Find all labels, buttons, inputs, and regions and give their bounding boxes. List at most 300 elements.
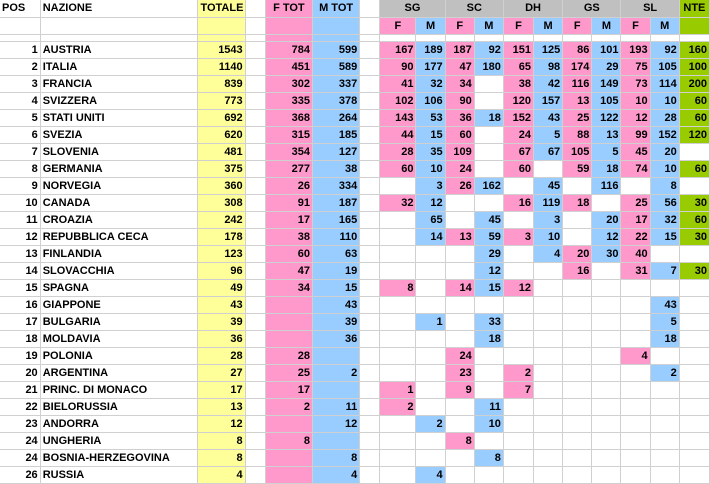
table-row	[0, 279, 710, 296]
discipline-m-cell	[592, 194, 621, 211]
total-cell: 8	[198, 432, 245, 449]
m-total-cell: 12	[312, 415, 359, 432]
pos-cell: 17	[0, 313, 40, 330]
discipline-m-cell: 180	[474, 58, 503, 75]
discipline-m-cell: 20	[592, 211, 621, 228]
spacer-cell	[245, 296, 265, 313]
f-total-cell: 335	[265, 92, 312, 109]
total-cell: 1140	[198, 58, 245, 75]
spacer-cell	[360, 381, 380, 398]
discipline-f-cell: 25	[563, 109, 592, 126]
header-group-dh: DH	[503, 0, 562, 17]
table-row	[0, 381, 710, 398]
nation-cell: NORVEGIA	[40, 177, 198, 194]
discipline-m-cell: 45	[534, 177, 563, 194]
spacer-cell	[245, 211, 265, 228]
discipline-f-cell	[445, 194, 474, 211]
discipline-m-cell	[534, 381, 563, 398]
m-total-cell: 11	[312, 398, 359, 415]
discipline-m-cell: 43	[534, 109, 563, 126]
table-row	[0, 449, 710, 466]
discipline-f-cell: 44	[380, 126, 416, 143]
discipline-m-cell: 59	[474, 228, 503, 245]
discipline-m-cell: 8	[474, 449, 503, 466]
table-row	[0, 109, 710, 126]
m-total-cell: 43	[312, 296, 359, 313]
subheader-f: F	[445, 17, 474, 34]
discipline-m-cell	[650, 381, 679, 398]
spacer-cell	[245, 364, 265, 381]
discipline-m-cell: 1	[416, 313, 445, 330]
spacer-cell	[245, 75, 265, 92]
discipline-m-cell: 15	[474, 279, 503, 296]
discipline-f-cell	[380, 211, 416, 228]
total-cell: 13	[198, 398, 245, 415]
nte-cell	[679, 313, 709, 330]
spacer-cell	[245, 92, 265, 109]
spacer-cell	[360, 41, 380, 58]
discipline-f-cell	[445, 262, 474, 279]
discipline-f-cell: 102	[380, 92, 416, 109]
discipline-f-cell: 74	[621, 160, 650, 177]
f-total-cell: 34	[265, 279, 312, 296]
discipline-f-cell	[621, 381, 650, 398]
discipline-f-cell	[503, 432, 533, 449]
discipline-m-cell: 3	[534, 211, 563, 228]
total-cell: 43	[198, 296, 245, 313]
discipline-m-cell: 5	[534, 126, 563, 143]
table-row	[0, 364, 710, 381]
discipline-f-cell: 73	[621, 75, 650, 92]
discipline-f-cell	[503, 211, 533, 228]
spacer-cell	[360, 262, 380, 279]
spacer-cell	[360, 398, 380, 415]
spacer-cell	[245, 432, 265, 449]
total-cell: 481	[198, 143, 245, 160]
nte-cell: 200	[679, 75, 709, 92]
discipline-m-cell: 29	[474, 245, 503, 262]
m-total-cell: 15	[312, 279, 359, 296]
discipline-m-cell: 2	[650, 364, 679, 381]
total-cell: 123	[198, 245, 245, 262]
f-total-cell: 302	[265, 75, 312, 92]
discipline-f-cell: 75	[621, 58, 650, 75]
pos-cell: 18	[0, 330, 40, 347]
nation-cell: POLONIA	[40, 347, 198, 364]
discipline-m-cell	[416, 381, 445, 398]
spacer-cell	[245, 313, 265, 330]
discipline-m-cell	[474, 194, 503, 211]
discipline-m-cell: 35	[416, 143, 445, 160]
m-total-cell: 8	[312, 449, 359, 466]
spacer-cell	[245, 194, 265, 211]
discipline-m-cell	[416, 245, 445, 262]
discipline-m-cell: 10	[534, 228, 563, 245]
m-total-cell	[312, 347, 359, 364]
discipline-m-cell	[416, 296, 445, 313]
discipline-f-cell: 16	[563, 262, 592, 279]
discipline-f-cell: 12	[621, 109, 650, 126]
discipline-m-cell	[650, 279, 679, 296]
discipline-m-cell	[416, 449, 445, 466]
discipline-f-cell: 10	[621, 92, 650, 109]
nte-cell	[679, 296, 709, 313]
discipline-f-cell: 47	[445, 58, 474, 75]
discipline-m-cell: 105	[650, 58, 679, 75]
discipline-m-cell	[534, 296, 563, 313]
subheader-f: F	[503, 17, 533, 34]
discipline-f-cell: 41	[380, 75, 416, 92]
discipline-f-cell	[380, 330, 416, 347]
nte-cell: 60	[679, 211, 709, 228]
total-cell: 27	[198, 364, 245, 381]
total-cell: 375	[198, 160, 245, 177]
discipline-m-cell: 106	[416, 92, 445, 109]
m-total-cell: 2	[312, 364, 359, 381]
discipline-m-cell	[592, 279, 621, 296]
discipline-f-cell	[445, 245, 474, 262]
discipline-f-cell	[380, 296, 416, 313]
nation-cell: REPUBBLICA CECA	[40, 228, 198, 245]
discipline-f-cell: 7	[503, 381, 533, 398]
f-total-cell: 26	[265, 177, 312, 194]
total-cell: 1543	[198, 41, 245, 58]
subheader-f: F	[380, 17, 416, 34]
discipline-f-cell	[380, 177, 416, 194]
f-total-cell: 25	[265, 364, 312, 381]
discipline-m-cell	[592, 381, 621, 398]
nte-cell	[679, 279, 709, 296]
spacer-cell	[245, 160, 265, 177]
f-total-cell: 277	[265, 160, 312, 177]
discipline-f-cell	[445, 398, 474, 415]
discipline-m-cell	[534, 262, 563, 279]
table-row	[0, 296, 710, 313]
nte-cell: 30	[679, 228, 709, 245]
spacer-cell	[245, 398, 265, 415]
spacer-cell	[245, 262, 265, 279]
discipline-f-cell	[380, 313, 416, 330]
header-m-tot: M TOT	[312, 0, 359, 17]
discipline-f-cell	[445, 449, 474, 466]
nation-cell: FINLANDIA	[40, 245, 198, 262]
table-row	[0, 211, 710, 228]
discipline-f-cell: 17	[621, 211, 650, 228]
table-row	[0, 160, 710, 177]
discipline-f-cell	[563, 347, 592, 364]
spacer-cell	[245, 41, 265, 58]
table-row	[0, 92, 710, 109]
discipline-m-cell: 14	[416, 228, 445, 245]
nation-cell: BOSNIA-HERZEGOVINA	[40, 449, 198, 466]
discipline-f-cell	[563, 330, 592, 347]
discipline-f-cell	[380, 364, 416, 381]
discipline-f-cell	[380, 228, 416, 245]
spacer-cell	[245, 330, 265, 347]
pos-cell: 22	[0, 398, 40, 415]
discipline-f-cell	[380, 245, 416, 262]
spacer-cell	[360, 58, 380, 75]
discipline-m-cell: 157	[534, 92, 563, 109]
m-total-cell	[312, 432, 359, 449]
spacer-cell	[245, 279, 265, 296]
f-total-cell: 368	[265, 109, 312, 126]
discipline-m-cell	[534, 330, 563, 347]
nte-cell	[679, 432, 709, 449]
discipline-m-cell: 5	[592, 143, 621, 160]
discipline-f-cell	[563, 415, 592, 432]
discipline-f-cell: 26	[445, 177, 474, 194]
discipline-f-cell: 14	[445, 279, 474, 296]
discipline-f-cell: 32	[380, 194, 416, 211]
discipline-f-cell	[503, 245, 533, 262]
total-cell: 360	[198, 177, 245, 194]
nation-cell: CANADA	[40, 194, 198, 211]
discipline-f-cell: 24	[503, 126, 533, 143]
discipline-f-cell	[563, 432, 592, 449]
pos-cell: 24	[0, 449, 40, 466]
discipline-f-cell: 8	[445, 432, 474, 449]
m-total-cell: 127	[312, 143, 359, 160]
spacer-cell	[360, 347, 380, 364]
discipline-m-cell	[592, 449, 621, 466]
discipline-f-cell: 60	[445, 126, 474, 143]
discipline-m-cell: 33	[474, 313, 503, 330]
spacer-cell	[360, 160, 380, 177]
discipline-m-cell: 56	[650, 194, 679, 211]
discipline-m-cell: 162	[474, 177, 503, 194]
discipline-m-cell	[592, 313, 621, 330]
discipline-f-cell	[563, 364, 592, 381]
discipline-f-cell: 86	[563, 41, 592, 58]
pos-cell: 3	[0, 75, 40, 92]
nte-cell: 60	[679, 160, 709, 177]
spacer-cell	[360, 245, 380, 262]
discipline-f-cell	[380, 262, 416, 279]
discipline-m-cell: 152	[650, 126, 679, 143]
nation-cell: RUSSIA	[40, 466, 198, 483]
spacer-cell	[360, 194, 380, 211]
f-total-cell	[265, 449, 312, 466]
discipline-m-cell: 5	[650, 313, 679, 330]
discipline-m-cell	[534, 415, 563, 432]
discipline-f-cell: 3	[503, 228, 533, 245]
nation-cell: BIELORUSSIA	[40, 398, 198, 415]
discipline-f-cell	[380, 449, 416, 466]
discipline-m-cell: 10	[650, 92, 679, 109]
discipline-f-cell: 187	[445, 41, 474, 58]
m-total-cell: 38	[312, 160, 359, 177]
pos-cell: 9	[0, 177, 40, 194]
header-group-nte: NTE	[679, 0, 709, 17]
discipline-m-cell: 10	[474, 415, 503, 432]
discipline-f-cell: 22	[621, 228, 650, 245]
discipline-m-cell: 92	[650, 41, 679, 58]
discipline-f-cell: 2	[380, 398, 416, 415]
discipline-m-cell	[474, 126, 503, 143]
pos-cell: 26	[0, 466, 40, 483]
spacer-cell	[360, 126, 380, 143]
discipline-f-cell: 120	[503, 92, 533, 109]
table-row	[0, 41, 710, 58]
m-total-cell: 165	[312, 211, 359, 228]
discipline-f-cell	[445, 330, 474, 347]
pos-cell: 19	[0, 347, 40, 364]
discipline-f-cell: 109	[445, 143, 474, 160]
nation-cell: GERMANIA	[40, 160, 198, 177]
discipline-m-cell	[474, 143, 503, 160]
discipline-m-cell	[474, 347, 503, 364]
discipline-m-cell	[592, 262, 621, 279]
discipline-m-cell: 114	[650, 75, 679, 92]
f-total-cell: 17	[265, 211, 312, 228]
discipline-f-cell: 152	[503, 109, 533, 126]
discipline-f-cell	[621, 296, 650, 313]
discipline-f-cell	[621, 279, 650, 296]
discipline-m-cell	[534, 313, 563, 330]
discipline-m-cell	[474, 364, 503, 381]
nte-cell	[679, 143, 709, 160]
table-row	[0, 58, 710, 75]
f-total-cell	[265, 313, 312, 330]
discipline-f-cell: 16	[503, 194, 533, 211]
discipline-m-cell: 8	[650, 177, 679, 194]
discipline-m-cell	[592, 398, 621, 415]
subheader-m: M	[474, 17, 503, 34]
discipline-m-cell: 53	[416, 109, 445, 126]
table-row	[0, 194, 710, 211]
discipline-m-cell	[416, 279, 445, 296]
spacer-cell	[360, 177, 380, 194]
nation-cell: STATI UNITI	[40, 109, 198, 126]
discipline-f-cell	[621, 177, 650, 194]
discipline-f-cell	[445, 313, 474, 330]
spacer-cell	[245, 449, 265, 466]
discipline-f-cell	[563, 313, 592, 330]
total-cell: 773	[198, 92, 245, 109]
discipline-f-cell: 28	[380, 143, 416, 160]
subheader-m: M	[650, 17, 679, 34]
discipline-m-cell	[474, 92, 503, 109]
discipline-f-cell: 193	[621, 41, 650, 58]
discipline-m-cell	[592, 296, 621, 313]
spacer-cell	[245, 177, 265, 194]
discipline-m-cell	[474, 381, 503, 398]
discipline-m-cell	[416, 262, 445, 279]
spacer-cell	[360, 143, 380, 160]
header-totale: TOTALE	[198, 0, 245, 17]
discipline-m-cell: 42	[534, 75, 563, 92]
discipline-f-cell: 67	[503, 143, 533, 160]
discipline-m-cell	[474, 75, 503, 92]
discipline-m-cell: 67	[534, 143, 563, 160]
discipline-m-cell	[592, 415, 621, 432]
nte-cell	[679, 177, 709, 194]
f-total-cell	[265, 415, 312, 432]
discipline-m-cell: 12	[474, 262, 503, 279]
nte-cell: 60	[679, 109, 709, 126]
discipline-f-cell: 45	[621, 143, 650, 160]
discipline-m-cell	[416, 432, 445, 449]
pos-cell: 11	[0, 211, 40, 228]
discipline-f-cell	[563, 381, 592, 398]
total-cell: 28	[198, 347, 245, 364]
m-total-cell: 63	[312, 245, 359, 262]
discipline-m-cell: 32	[650, 211, 679, 228]
discipline-m-cell	[534, 347, 563, 364]
discipline-f-cell: 36	[445, 109, 474, 126]
nation-cell: MOLDAVIA	[40, 330, 198, 347]
nation-cell: BULGARIA	[40, 313, 198, 330]
discipline-m-cell: 12	[416, 194, 445, 211]
nation-cell: UNGHERIA	[40, 432, 198, 449]
total-cell: 39	[198, 313, 245, 330]
discipline-f-cell: 9	[445, 381, 474, 398]
spacer-cell	[245, 143, 265, 160]
discipline-f-cell: 90	[445, 92, 474, 109]
m-total-cell: 589	[312, 58, 359, 75]
table-row	[0, 313, 710, 330]
nte-cell: 120	[679, 126, 709, 143]
header-group-sl: SL	[621, 0, 679, 17]
spacer-cell	[360, 296, 380, 313]
discipline-m-cell: 3	[416, 177, 445, 194]
pos-cell: 5	[0, 109, 40, 126]
discipline-m-cell: 65	[416, 211, 445, 228]
spacer-cell	[360, 313, 380, 330]
m-total-cell: 378	[312, 92, 359, 109]
nte-cell	[679, 364, 709, 381]
discipline-f-cell: 65	[503, 58, 533, 75]
table-row	[0, 228, 710, 245]
discipline-m-cell	[474, 296, 503, 313]
total-cell: 36	[198, 330, 245, 347]
discipline-m-cell	[592, 364, 621, 381]
nte-cell: 30	[679, 262, 709, 279]
total-cell: 178	[198, 228, 245, 245]
nte-cell	[679, 347, 709, 364]
nte-cell: 100	[679, 58, 709, 75]
m-total-cell: 110	[312, 228, 359, 245]
spacer-cell	[360, 415, 380, 432]
spacer-cell	[360, 228, 380, 245]
spacer-cell	[360, 211, 380, 228]
nation-cell: AUSTRIA	[40, 41, 198, 58]
discipline-f-cell: 24	[445, 160, 474, 177]
discipline-f-cell	[380, 347, 416, 364]
discipline-f-cell: 13	[563, 92, 592, 109]
discipline-m-cell	[650, 245, 679, 262]
f-total-cell	[265, 296, 312, 313]
table-row	[0, 262, 710, 279]
m-total-cell: 39	[312, 313, 359, 330]
discipline-f-cell: 60	[380, 160, 416, 177]
pos-cell: 7	[0, 143, 40, 160]
nation-cell: ARGENTINA	[40, 364, 198, 381]
discipline-m-cell	[650, 415, 679, 432]
discipline-f-cell: 34	[445, 75, 474, 92]
total-cell: 692	[198, 109, 245, 126]
nte-cell	[679, 415, 709, 432]
m-total-cell	[312, 381, 359, 398]
discipline-f-cell	[621, 415, 650, 432]
spacer-cell	[245, 415, 265, 432]
discipline-f-cell	[621, 364, 650, 381]
subheader-f: F	[621, 17, 650, 34]
discipline-m-cell	[416, 330, 445, 347]
spacer-cell	[245, 245, 265, 262]
f-total-cell: 91	[265, 194, 312, 211]
